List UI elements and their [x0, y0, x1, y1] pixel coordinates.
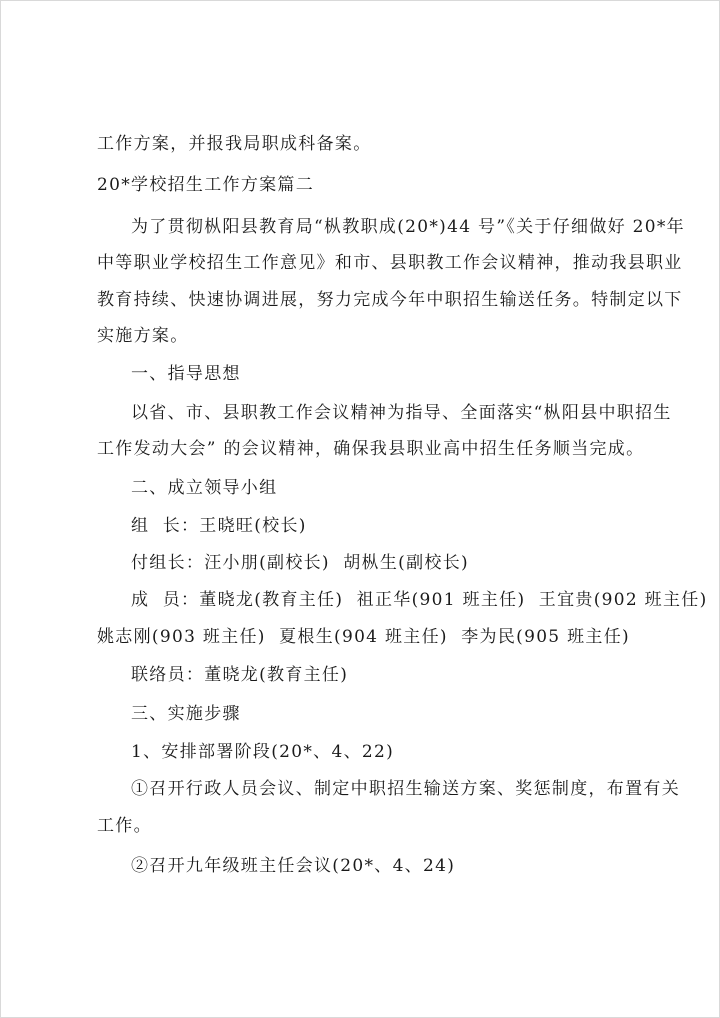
deputy-leader: 付组长：汪小朋(副校长) 胡枞生(副校长) — [131, 553, 469, 573]
paragraph-line: 工作发动大会” 的会议精神，确保我县职业高中招生任务顺当完成。 — [97, 439, 645, 459]
members-line: 姚志刚(903 班主任) 夏根生(904 班主任) 李为民(905 班主任) — [97, 627, 630, 647]
text-line: 工作方案，并报我局职成科备案。 — [97, 134, 372, 154]
paragraph-line: 实施方案。 — [97, 326, 189, 346]
paragraph-line: 中等职业学校招生工作意见》和市、县职教工作会议精神，推动我县职业 — [97, 253, 683, 273]
step-line: 1、安排部署阶段(20*、4、22) — [131, 742, 395, 762]
group-leader: 组 长：王晓旺(校长) — [131, 516, 307, 536]
subheading: 二、成立领导小组 — [131, 478, 278, 498]
paragraph-line: 为了贯彻枞阳县教育局“枞教职成(20*)44 号”《关于仔细做好 20*年 — [131, 217, 685, 237]
section-heading: 20*学校招生工作方案篇二 — [97, 175, 315, 195]
step-item: ①召开行政人员会议、制定中职招生输送方案、奖惩制度，布置有关 — [131, 779, 680, 799]
subheading: 三、实施步骤 — [131, 704, 241, 724]
paragraph-line: 教育持续、快速协调进展，努力完成今年中职招生输送任务。特制定以下 — [97, 290, 683, 310]
liaison-line: 联络员：董晓龙(教育主任) — [131, 665, 349, 685]
step-item: 工作。 — [97, 816, 152, 836]
paragraph-line: 以省、市、县职教工作会议精神为指导、全面落实“枞阳县中职招生 — [131, 403, 672, 423]
members-line: 成 员：董晓龙(教育主任) 祖正华(901 班主任) 王宜贵(902 班主任) — [131, 590, 708, 610]
subheading: 一、指导思想 — [131, 364, 241, 384]
step-item: ②召开九年级班主任会议(20*、4、24) — [131, 856, 456, 876]
